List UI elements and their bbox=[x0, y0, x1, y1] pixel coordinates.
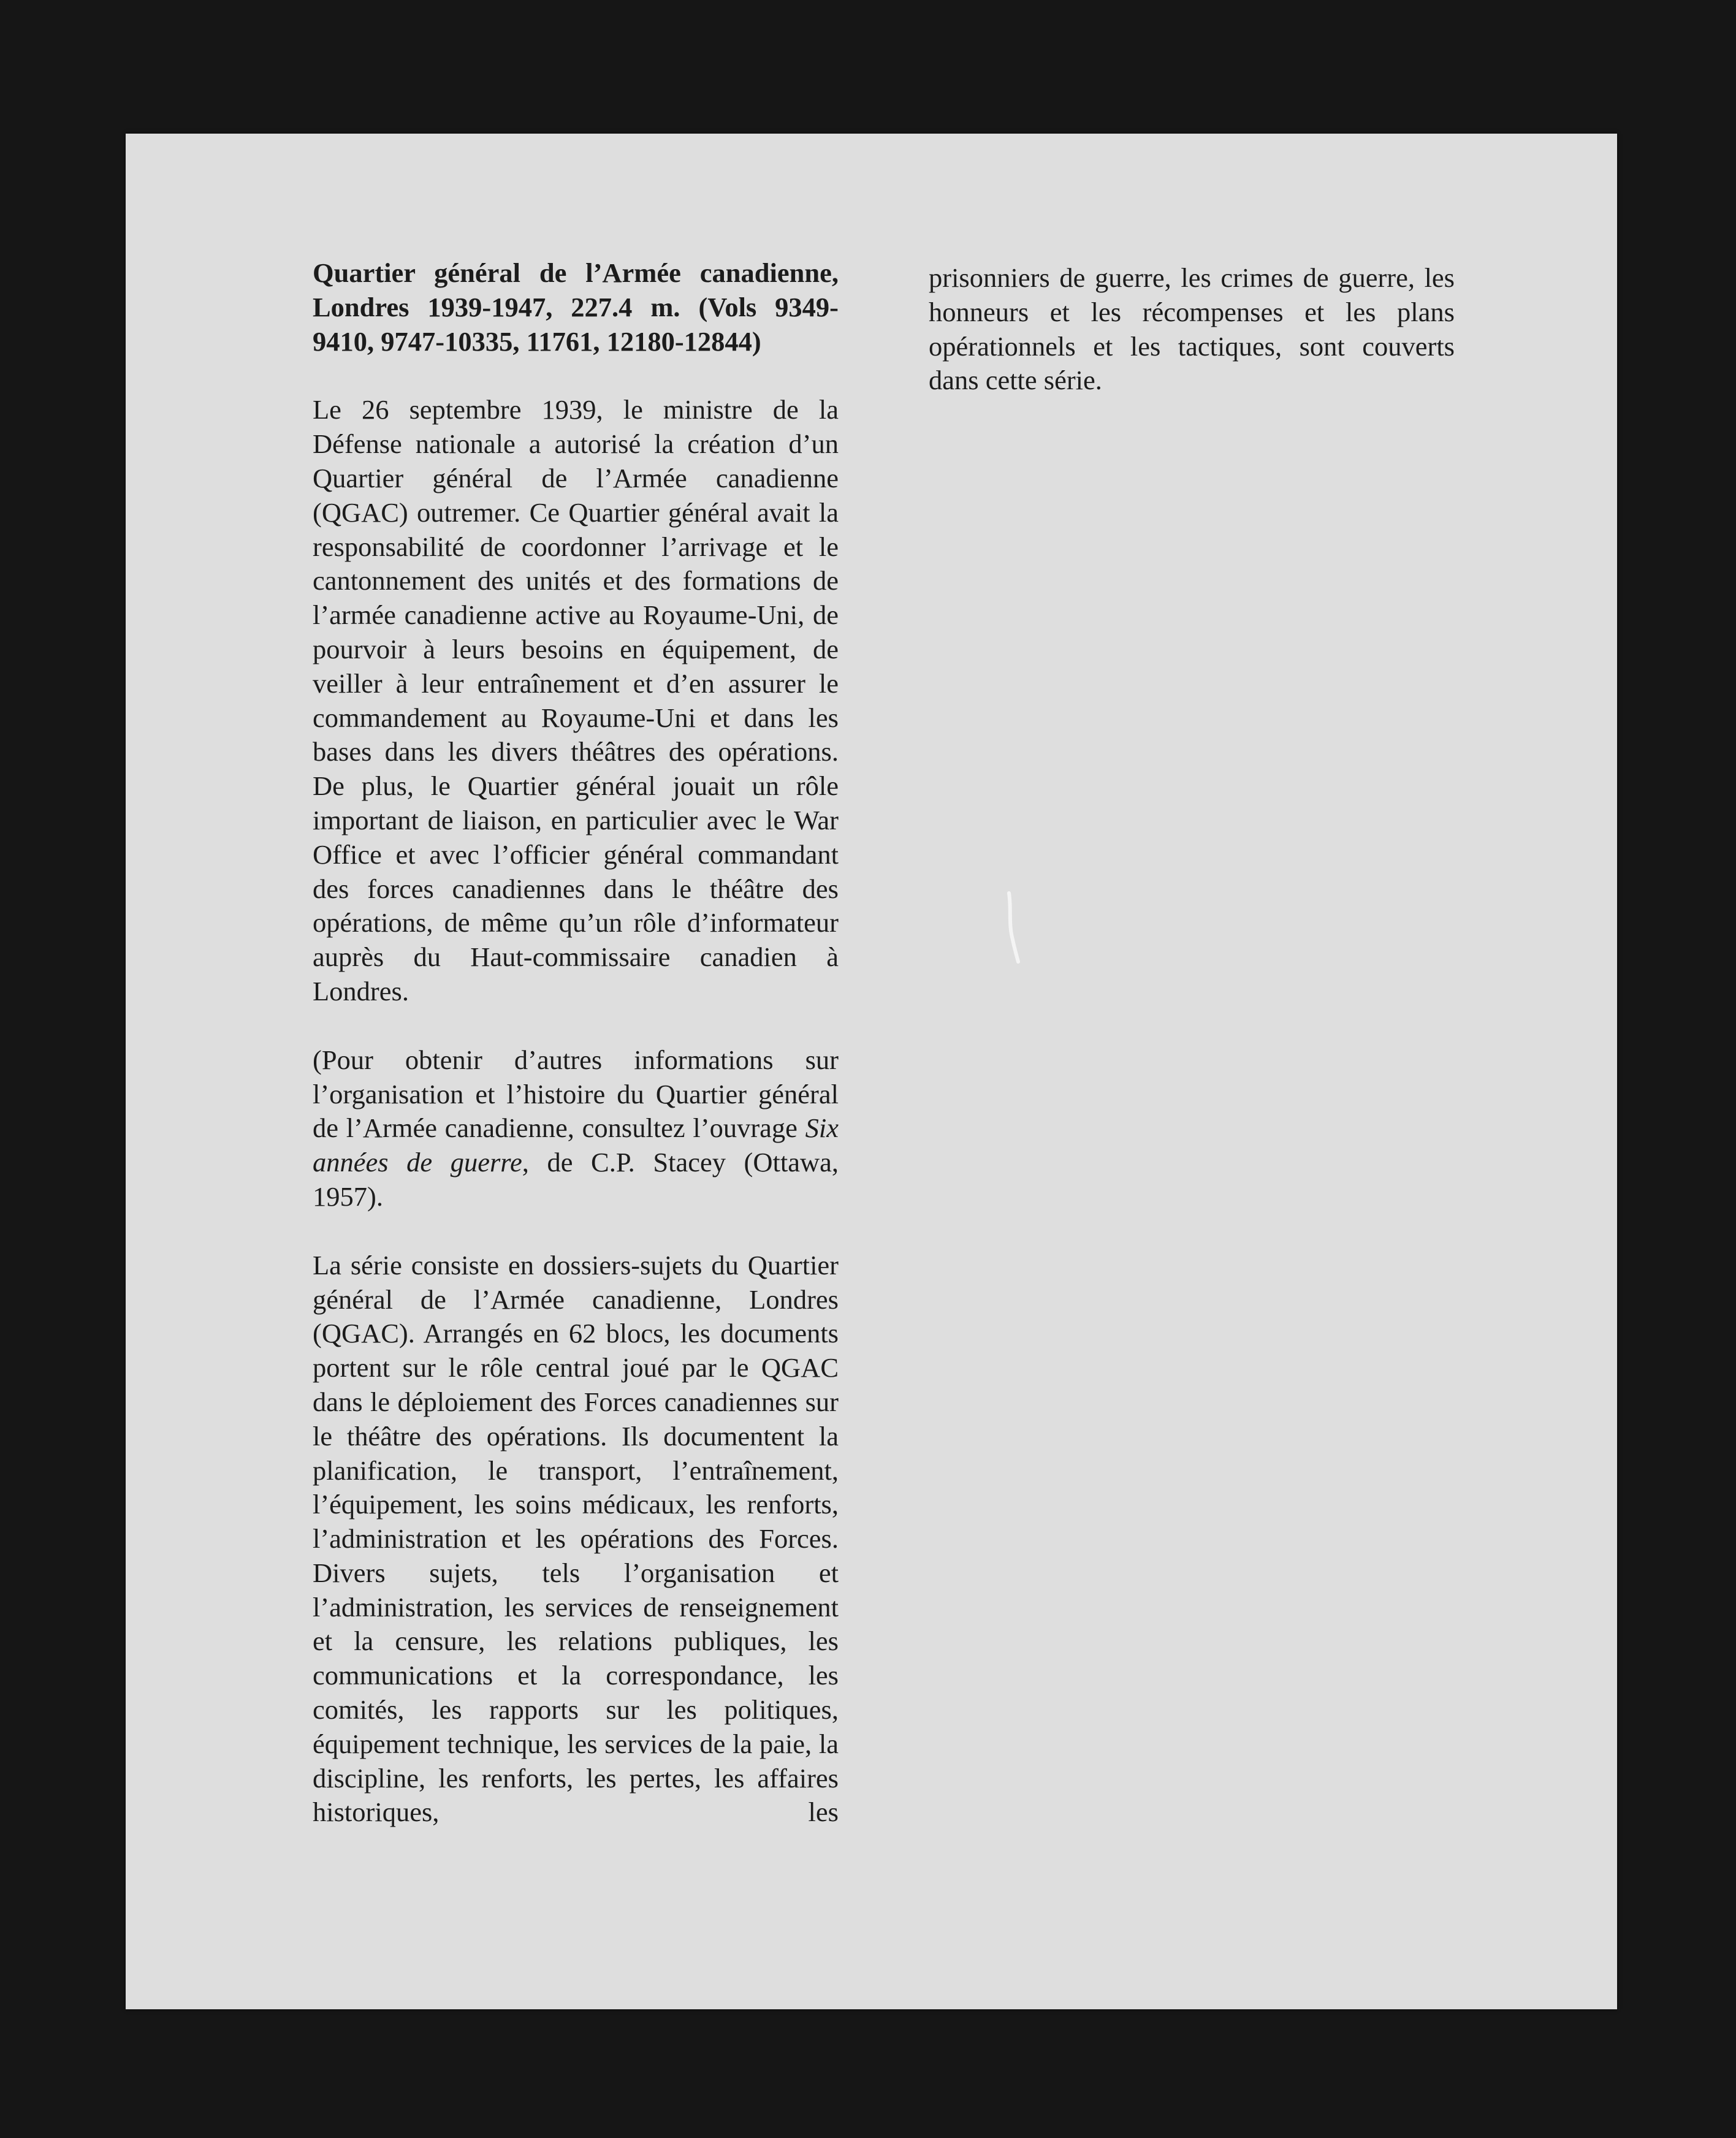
reference-text-before: (Pour obtenir d’autres informations sur l’organisation et l’histoire du Quartier général de l’Armée canadienne, consultez l’ouvrage bbox=[313, 1044, 839, 1144]
history-paragraph: Le 26 septembre 1939, le ministre de la Défense nationale a autorisé la création d’un Quartier général de l’Armée canadienne (QGAC) outremer. Ce Quartier général avait la responsabilité de coordonner l’arrivage et le cantonnement des unités et des formations de l’armée canadienne active au Royaume-Uni, de pourvoir à leurs besoins en équipement, de veiller à leur entraînement et d’en assurer le commandement au Royaume-Uni et dans les bases dans les divers théâtres des opérations. De plus, le Quartier général jouait un rôle important de liaison, en particulier avec le War Office et avec l’officier général commandant des forces canadiennes dans le théâtre des opérations, de même qu’un rôle d’informateur auprès du Haut-commissaire canadien à Londres. bbox=[313, 394, 839, 1006]
series-heading: Quartier général de l’Armée canadienne, Londres 1939-1947, 227.4 m. (Vols 9349-9410, 9747-10335, 11761, 12180-12844) bbox=[313, 257, 839, 357]
reference-paragraph bbox=[313, 1043, 839, 1214]
reference-text-after: , de C.P. Stacey (Ottawa, 1957). bbox=[313, 1147, 839, 1212]
series-description-continued: prisonniers de guerre, les crimes de guerre, les honneurs et les récompenses et les plans opérationnels et les tactiques, sont couverts dans cette série. bbox=[929, 262, 1455, 396]
series-description-paragraph: La série consiste en dossiers-sujets du Quartier général de l’Armée canadienne, Londres (QGAC). Arrangés en 62 blocs, les documents portent sur le rôle central joué par le QGAC dans le déploiement des Forces canadiennes sur le théâtre des opérations. Ils documentent la planification, le transport, l’entraînement, l’équipement, les soins médicaux, les renforts, l’administration et les opérations des Forces. Divers sujets, tels l’organisation et l’administration, les services de renseignement et la censure, les relations publiques, les communications et la correspondance, les comités, les rapports sur les politiques, équipement technique, les services de la paie, la discipline, les renforts, les pertes, les affaires historiques, les bbox=[313, 1249, 839, 1828]
left-column bbox=[313, 256, 839, 1830]
book-title: Six années de guerre bbox=[313, 1113, 839, 1178]
right-column bbox=[929, 261, 1455, 398]
scan-artifact-mark bbox=[1007, 891, 1020, 964]
document-page bbox=[126, 134, 1617, 2009]
